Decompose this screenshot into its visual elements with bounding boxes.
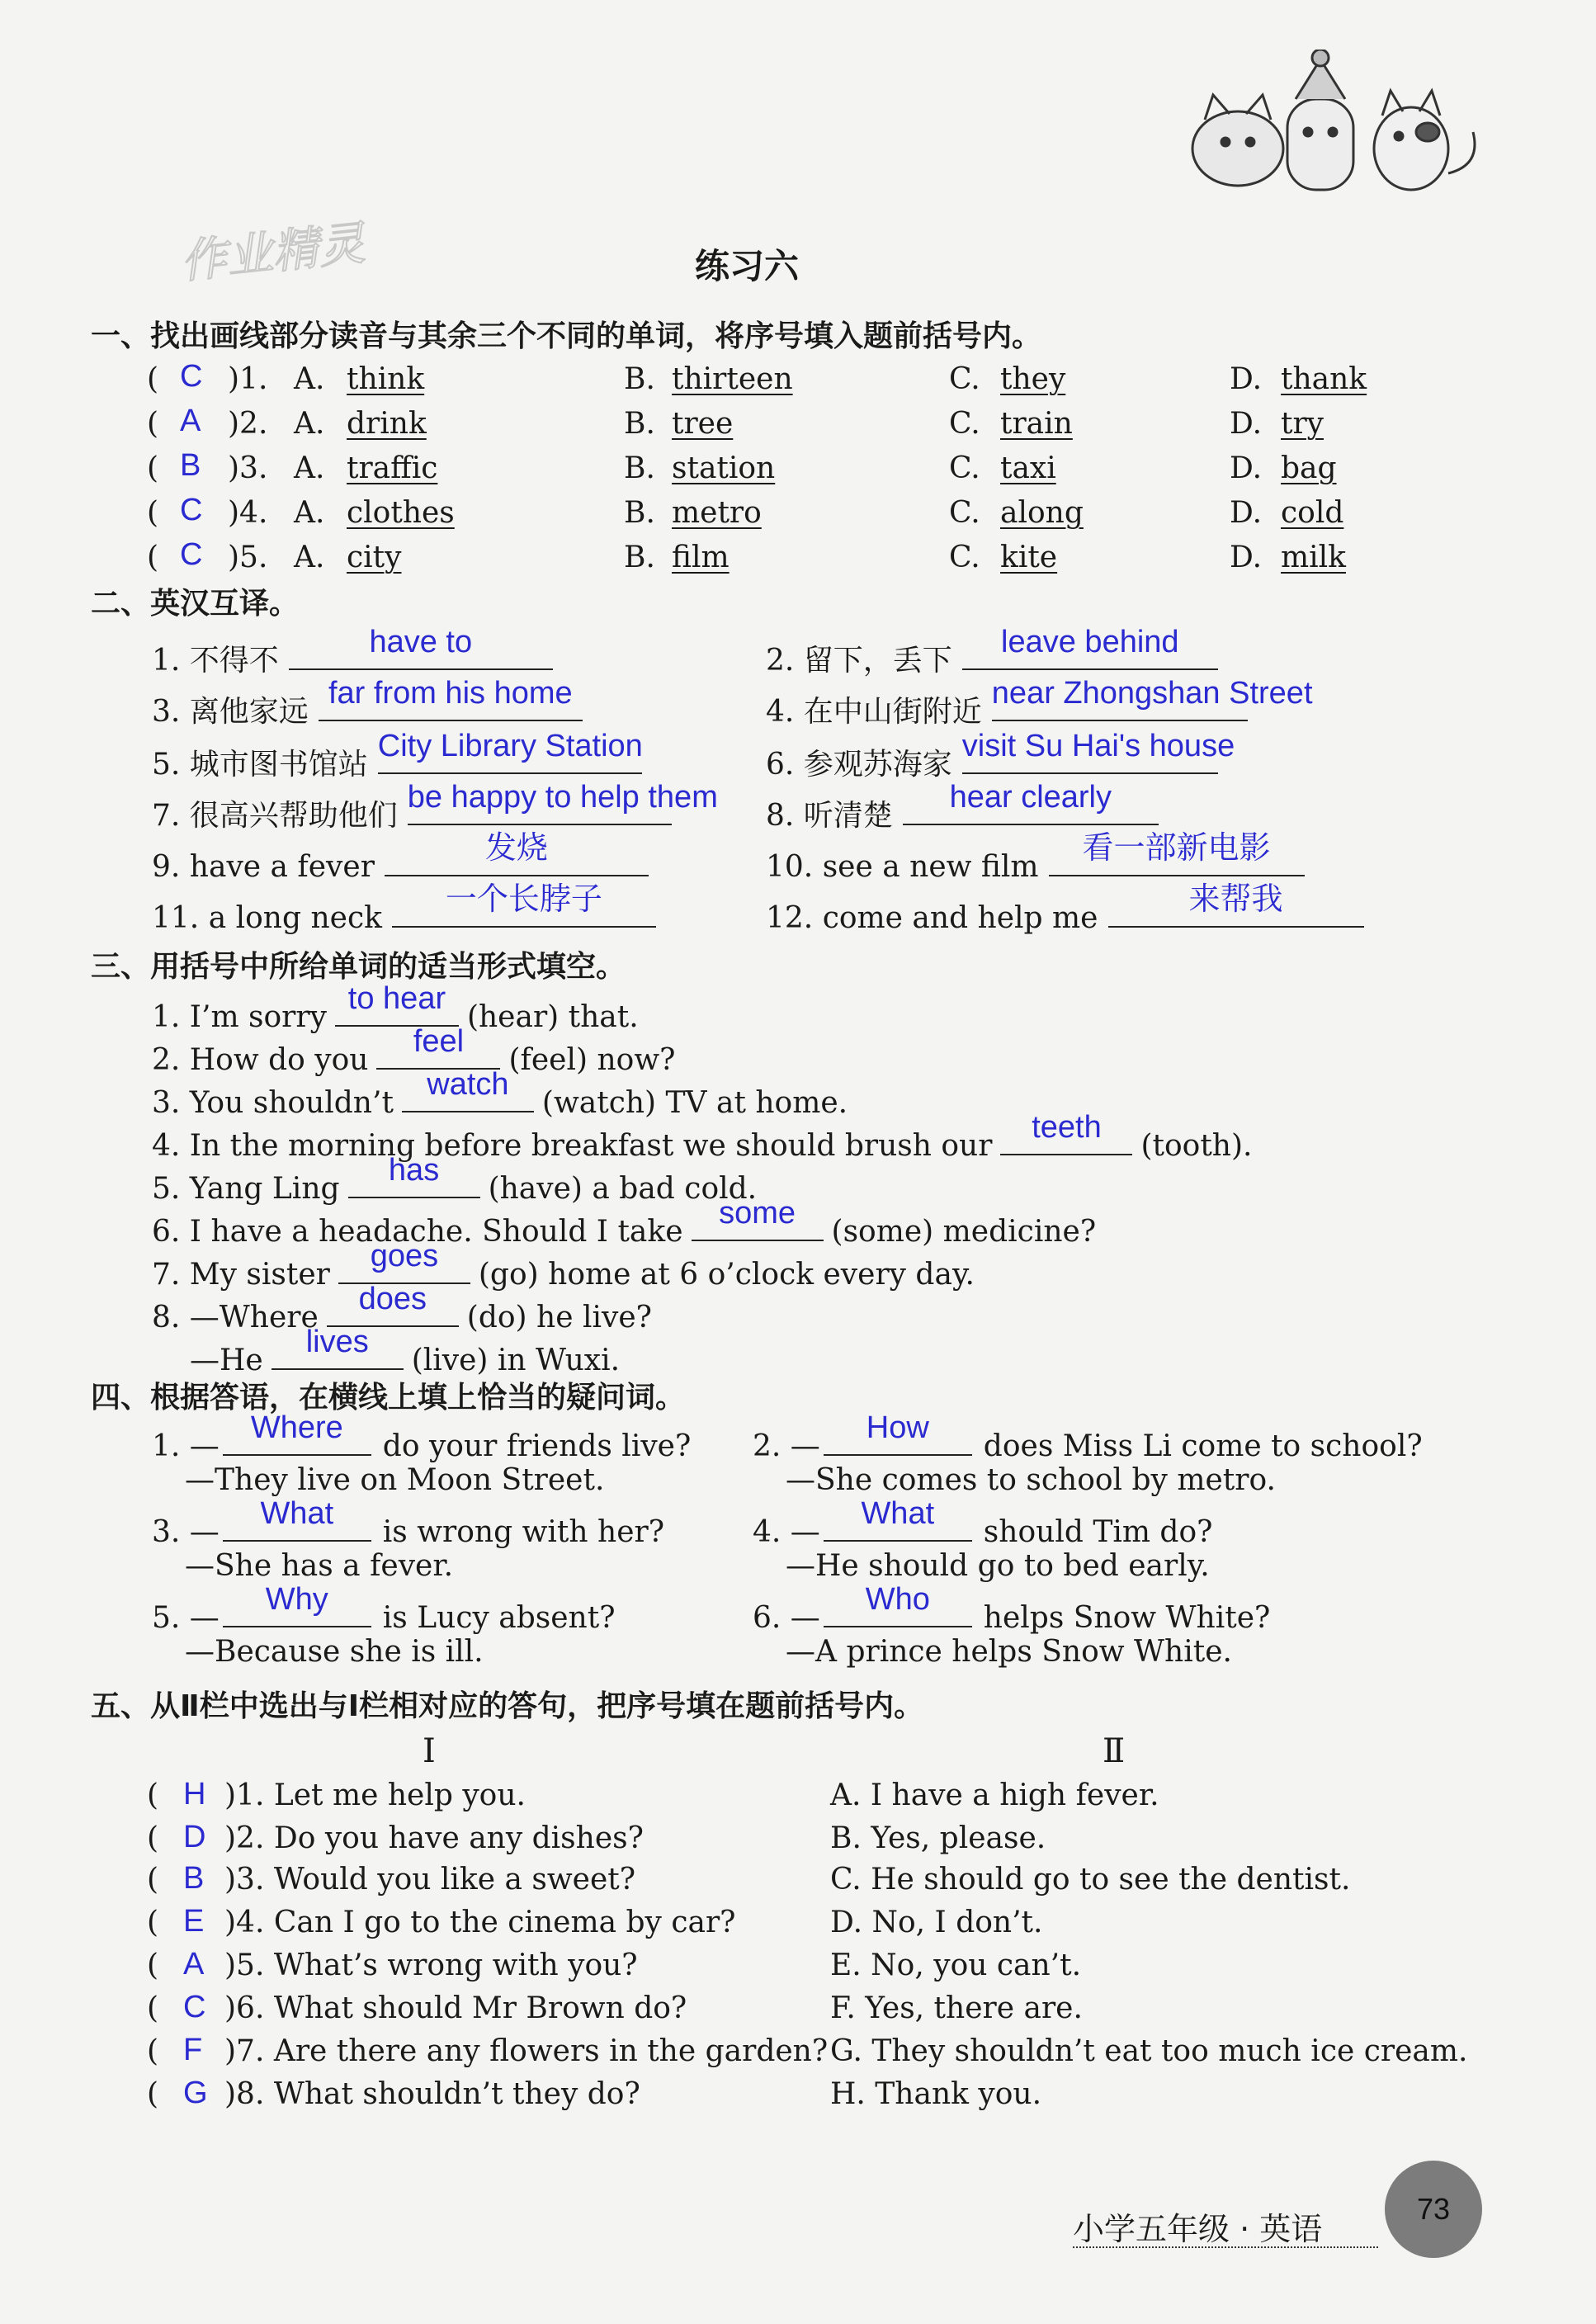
matching-question: )6. What should Mr Brown do? — [224, 1991, 687, 2025]
answer-blank[interactable] — [1049, 831, 1305, 876]
sentence-end: (some) medicine? — [831, 1215, 1097, 1249]
paren-open: ( — [147, 451, 159, 485]
answer-text: 看一部新电影 — [1082, 831, 1271, 866]
answer-blank[interactable] — [692, 1196, 824, 1241]
paren-open: ( — [147, 1906, 159, 1939]
answer-text: visit Su Hai's house — [961, 729, 1235, 763]
answer-letter[interactable]: C — [180, 359, 203, 394]
translation-item — [152, 780, 718, 834]
question-rest: is Lucy absent? — [382, 1601, 616, 1635]
option-c-label: C. — [949, 362, 980, 396]
answer-blank[interactable] — [319, 676, 583, 721]
question-number: )2. — [228, 407, 268, 441]
matching-question: )7. Are there any flowers in the garden? — [224, 2034, 829, 2068]
matching-question: )5. What’s wrong with you? — [224, 1948, 638, 1982]
answer-letter[interactable]: A — [180, 404, 201, 438]
answer-blank[interactable] — [376, 1024, 500, 1070]
sentence-start: 2. How do you — [152, 1043, 369, 1077]
column-2-label: Ⅱ — [1103, 1732, 1126, 1770]
option-d-word: bag — [1281, 451, 1337, 485]
question-number: )3. — [228, 451, 268, 485]
fill-blank-item — [152, 1110, 1253, 1164]
option-a-word: drink — [347, 407, 427, 441]
translation-item — [766, 625, 1218, 679]
question-word-item — [152, 1496, 665, 1551]
matching-option: A. I have a high fever. — [830, 1778, 1159, 1812]
answer-text: lives — [305, 1325, 369, 1359]
page-number: 73 — [1385, 2161, 1482, 2258]
answer-letter[interactable]: C — [180, 537, 203, 572]
answer-text: to hear — [347, 981, 446, 1016]
question-number: 5. — — [152, 1601, 220, 1635]
option-b-word: tree — [672, 407, 734, 441]
question-number: 6. — — [753, 1601, 820, 1635]
translation-prompt: 2. 留下，丢下 — [766, 644, 952, 678]
answer-letter[interactable]: B — [180, 448, 201, 483]
answer-blank[interactable] — [338, 1239, 470, 1284]
sentence-end: (watch) TV at home. — [541, 1086, 848, 1120]
question-number: )1. — [228, 362, 268, 396]
answer-text: far from his home — [328, 676, 573, 711]
translation-item — [152, 882, 656, 937]
fill-blank-item — [152, 1239, 975, 1293]
answer-blank[interactable] — [402, 1067, 534, 1112]
answer-text: 一个长脖子 — [445, 882, 602, 917]
matching-option: D. No, I don’t. — [830, 1906, 1043, 1939]
sentence-start: 7. My sister — [152, 1258, 330, 1292]
question-word-item — [753, 1496, 1213, 1551]
column-1-label: Ⅰ — [423, 1732, 436, 1770]
section-3-heading: 三、用括号中所给单词的适当形式填空。 — [91, 950, 626, 984]
translation-prompt: 5. 城市图书馆站 — [152, 748, 368, 782]
option-b-label: B. — [624, 541, 655, 574]
matching-question: )4. Can I go to the cinema by car? — [224, 1906, 736, 1939]
answer-text: has — [388, 1153, 440, 1188]
answer-text: City Library Station — [377, 729, 643, 763]
translation-item — [152, 831, 649, 886]
question-number: 2. — — [753, 1429, 820, 1463]
watermark: 作业精灵 — [177, 216, 368, 290]
option-d-label: D. — [1230, 407, 1263, 441]
translation-prompt: 4. 在中山街附近 — [766, 695, 982, 729]
answer-letter[interactable]: C — [183, 1990, 206, 2024]
answer-text: How — [866, 1410, 929, 1445]
translation-prompt: 8. 听清楚 — [766, 799, 893, 833]
answer-blank[interactable] — [385, 831, 649, 876]
answer-text: some — [719, 1196, 796, 1230]
reply-line: —He should go to bed early. — [786, 1549, 1210, 1583]
footer-label: 小学五年级 · 英语 — [1073, 2211, 1323, 2247]
sentence-start: —He — [190, 1344, 263, 1377]
paren-open: ( — [147, 1863, 159, 1897]
section-1-heading: 一、找出画线部分读音与其余三个不同的单词，将序号填入题前括号内。 — [91, 319, 1042, 353]
fill-blank-item — [190, 1325, 621, 1379]
translation-item — [766, 831, 1305, 886]
option-a-word: city — [347, 541, 402, 574]
option-c-word: kite — [1000, 541, 1058, 574]
section-4-heading: 四、根据答语，在横线上填上恰当的疑问词。 — [91, 1381, 686, 1415]
page-title: 练习六 — [695, 246, 800, 286]
answer-blank[interactable] — [962, 625, 1218, 670]
option-c-word: they — [1000, 362, 1066, 396]
option-d-word: cold — [1281, 496, 1344, 530]
matching-option: G. They shouldn’t eat too much ice cream. — [830, 2034, 1468, 2068]
translation-prompt: 6. 参观苏海家 — [766, 748, 952, 782]
section-5-heading: 五、从Ⅱ栏中选出与Ⅰ栏相对应的答句，把序号填在题前括号内。 — [91, 1689, 924, 1723]
answer-text: Who — [865, 1582, 930, 1617]
fill-blank-item — [152, 1153, 758, 1207]
option-d-word: try — [1281, 407, 1324, 441]
translation-prompt: 10. see a new film — [766, 850, 1039, 884]
option-c-label: C. — [949, 496, 980, 530]
sentence-start: 8. —Where — [152, 1301, 319, 1334]
answer-blank[interactable] — [991, 676, 1313, 721]
sentence-end: (live) in Wuxi. — [411, 1344, 621, 1377]
option-d-label: D. — [1230, 496, 1263, 530]
answer-text: feel — [413, 1024, 465, 1059]
sentence-end: (hear) that. — [466, 1000, 639, 1034]
answer-text: 来帮我 — [1188, 882, 1283, 917]
sentence-end: (have) a bad cold. — [488, 1172, 758, 1206]
option-a-word: traffic — [347, 451, 438, 485]
paren-open: ( — [147, 1991, 159, 2025]
question-rest: should Tim do? — [983, 1515, 1213, 1549]
question-word-item — [753, 1582, 1271, 1637]
question-rest: is wrong with her? — [382, 1515, 665, 1549]
reply-line: —She has a fever. — [185, 1549, 454, 1583]
answer-letter[interactable]: D — [183, 1820, 206, 1854]
answer-letter[interactable]: F — [183, 2033, 203, 2067]
answer-text: have to — [369, 625, 473, 659]
option-a-label: A. — [294, 451, 325, 485]
answer-text: What — [260, 1496, 334, 1531]
question-rest: do your friends live? — [382, 1429, 692, 1463]
sentence-start: 3. You shouldn’t — [152, 1086, 394, 1120]
translation-item — [766, 780, 1159, 834]
answer-text: goes — [370, 1239, 439, 1273]
footer-divider — [1073, 2246, 1378, 2248]
answer-blank[interactable] — [824, 1410, 972, 1456]
answer-blank[interactable] — [223, 1410, 371, 1456]
option-a-word: clothes — [347, 496, 455, 530]
option-d-label: D. — [1230, 451, 1263, 485]
answer-text: watch — [427, 1067, 509, 1102]
answer-text: be happy to help them — [407, 780, 718, 815]
answer-blank[interactable] — [289, 625, 553, 670]
answer-text: hear clearly — [949, 780, 1112, 815]
matching-option: H. Thank you. — [830, 2077, 1042, 2111]
paren-open: ( — [147, 407, 159, 441]
matching-question: )3. Would you like a sweet? — [224, 1863, 636, 1897]
matching-question: )1. Let me help you. — [224, 1778, 526, 1812]
answer-text: 发烧 — [484, 831, 548, 866]
option-d-label: D. — [1230, 541, 1263, 574]
sentence-end: (tooth). — [1140, 1129, 1253, 1163]
option-b-label: B. — [624, 451, 655, 485]
reply-line: —She comes to school by metro. — [786, 1463, 1276, 1497]
answer-blank[interactable] — [327, 1282, 459, 1327]
option-a-label: A. — [294, 362, 325, 396]
paren-open: ( — [147, 1821, 159, 1855]
option-b-label: B. — [624, 407, 655, 441]
section-2-heading: 二、英汉互译。 — [91, 587, 300, 621]
option-c-label: C. — [949, 541, 980, 574]
option-a-label: A. — [294, 407, 325, 441]
answer-blank[interactable] — [392, 882, 656, 928]
answer-text: Where — [250, 1410, 343, 1445]
paren-open: ( — [147, 1778, 159, 1812]
sentence-start: 5. Yang Ling — [152, 1172, 340, 1206]
question-number: 4. — — [753, 1515, 820, 1549]
translation-prompt: 12. come and help me — [766, 901, 1098, 935]
question-number: )5. — [228, 541, 268, 574]
answer-blank[interactable] — [407, 780, 718, 825]
option-c-word: along — [1000, 496, 1084, 530]
option-a-label: A. — [294, 496, 325, 530]
answer-text: leave behind — [1001, 625, 1179, 659]
sentence-start: 1. I’m sorry — [152, 1000, 327, 1034]
answer-text: near Zhongshan Street — [991, 676, 1313, 711]
fill-blank-item — [152, 1196, 1097, 1250]
answer-text: Why — [265, 1582, 328, 1617]
answer-blank[interactable] — [223, 1582, 371, 1627]
matching-option: B. Yes, please. — [830, 1821, 1046, 1855]
answer-blank[interactable] — [272, 1325, 404, 1370]
question-number: )4. — [228, 496, 268, 530]
answer-letter[interactable]: C — [180, 493, 203, 527]
answer-blank[interactable] — [961, 729, 1235, 774]
reply-line: —A prince helps Snow White. — [786, 1635, 1232, 1669]
answer-text: does — [358, 1282, 427, 1316]
translation-item — [152, 676, 583, 730]
sentence-end: (go) home at 6 o’clock every day. — [478, 1258, 975, 1292]
option-c-word: train — [1000, 407, 1073, 441]
sentence-start: 6. I have a headache. Should I take — [152, 1215, 683, 1249]
answer-blank[interactable] — [348, 1153, 480, 1198]
answer-blank[interactable] — [903, 780, 1159, 825]
answer-blank[interactable] — [377, 729, 643, 774]
answer-letter[interactable]: A — [183, 1947, 205, 1982]
answer-letter[interactable]: G — [183, 2076, 208, 2110]
question-word-item — [152, 1582, 616, 1637]
option-d-word: milk — [1281, 541, 1346, 574]
answer-letter[interactable]: E — [183, 1904, 205, 1939]
reply-line: —Because she is ill. — [185, 1635, 484, 1669]
reply-line: —They live on Moon Street. — [185, 1463, 605, 1497]
option-b-word: metro — [672, 496, 762, 530]
question-rest: does Miss Li come to school? — [983, 1429, 1423, 1463]
matching-option: C. He should go to see the dentist. — [830, 1863, 1351, 1897]
question-number: 3. — — [152, 1515, 220, 1549]
sentence-end: (do) he live? — [466, 1301, 652, 1334]
translation-prompt: 11. a long neck — [152, 901, 382, 935]
option-a-label: A. — [294, 541, 325, 574]
question-number: 1. — — [152, 1429, 220, 1463]
matching-option: F. Yes, there are. — [830, 1991, 1083, 2025]
option-c-label: C. — [949, 451, 980, 485]
answer-text: teeth — [1032, 1110, 1102, 1145]
option-a-word: think — [347, 362, 425, 396]
cats-illustration — [1180, 50, 1494, 198]
answer-blank[interactable] — [223, 1496, 371, 1542]
paren-open: ( — [147, 2077, 159, 2111]
option-b-word: station — [672, 451, 776, 485]
matching-question: )2. Do you have any dishes? — [224, 1821, 644, 1855]
translation-item — [152, 625, 553, 679]
option-b-label: B. — [624, 496, 655, 530]
question-word-item — [753, 1410, 1423, 1465]
question-word-item — [152, 1410, 692, 1465]
translation-item — [766, 676, 1313, 730]
answer-blank[interactable] — [335, 981, 459, 1027]
translation-prompt: 1. 不得不 — [152, 644, 279, 678]
option-b-word: thirteen — [672, 362, 793, 396]
answer-letter[interactable]: H — [183, 1777, 206, 1811]
sentence-start: 4. In the morning before breakfast we should brush our — [152, 1129, 993, 1163]
paren-open: ( — [147, 496, 159, 530]
answer-blank[interactable] — [824, 1582, 972, 1627]
answer-letter[interactable]: B — [183, 1861, 205, 1896]
paren-open: ( — [147, 362, 159, 396]
translation-item — [766, 729, 1235, 783]
answer-blank[interactable] — [824, 1496, 972, 1542]
fill-blank-item — [152, 1067, 848, 1122]
matching-question: )8. What shouldn’t they do? — [224, 2077, 640, 2111]
option-d-word: thank — [1281, 362, 1367, 396]
option-b-label: B. — [624, 362, 655, 396]
paren-open: ( — [147, 541, 159, 574]
translation-prompt: 9. have a fever — [152, 850, 375, 884]
answer-blank[interactable] — [1000, 1110, 1132, 1155]
option-c-label: C. — [949, 407, 980, 441]
option-b-word: film — [672, 541, 730, 574]
translation-item — [152, 729, 643, 783]
translation-item — [766, 882, 1364, 937]
translation-prompt: 3. 离他家远 — [152, 695, 309, 729]
answer-blank[interactable] — [1108, 882, 1364, 928]
option-d-label: D. — [1230, 362, 1263, 396]
answer-text: What — [861, 1496, 935, 1531]
matching-option: E. No, you can’t. — [830, 1948, 1082, 1982]
sentence-end: (feel) now? — [508, 1043, 676, 1077]
paren-open: ( — [147, 2034, 159, 2068]
translation-prompt: 7. 很高兴帮助他们 — [152, 799, 398, 833]
paren-open: ( — [147, 1948, 159, 1982]
question-rest: helps Snow White? — [983, 1601, 1271, 1635]
option-c-word: taxi — [1000, 451, 1056, 485]
